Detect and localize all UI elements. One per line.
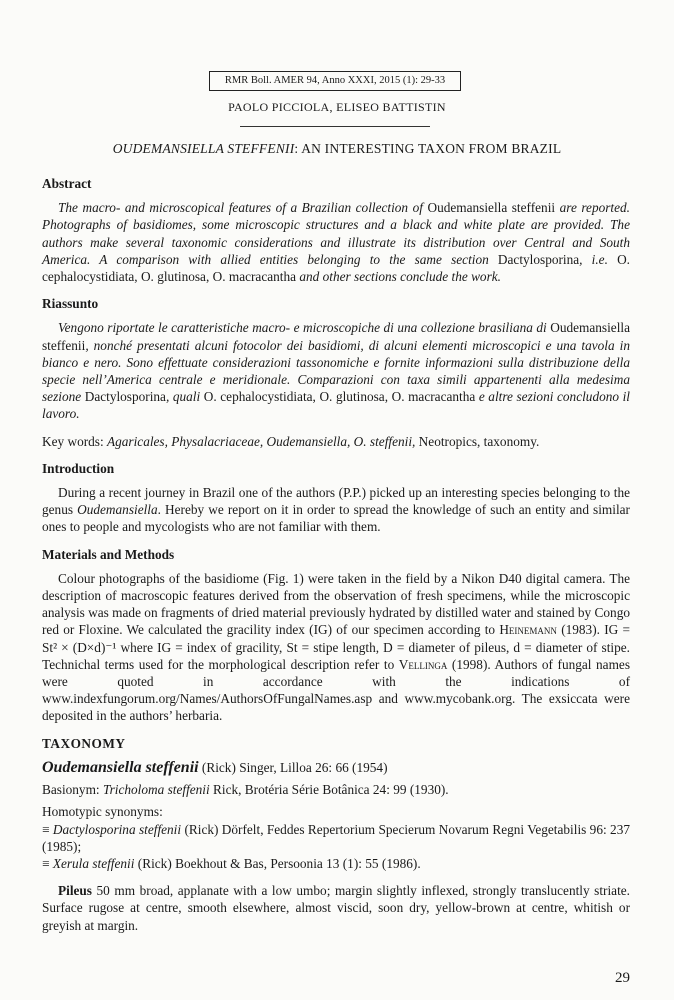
abstract-text: The macro- and microscopical features of a Brazilian collection of Oudemansiella steffenii are reported. Photographs of basidiomes, some microscopic structures and a black and white plate are provided. The authors make several taxonomic considerations and illustrate its distribution over Central and South America. A comparison with allied entities belonging to the same section Dactylosporina, i.e. O. cephalocystidiata, O. glutinosa, O. macracantha and other sections conclude the work. — [42, 200, 630, 285]
abstract-heading: Abstract — [42, 176, 92, 191]
species-line: Oudemansiella steffenii (Rick) Singer, Lilloa 26: 66 (1954) — [42, 758, 388, 776]
journal-citation: RMR Boll. AMER 94, Anno XXXI, 2015 (1): 29-33 — [209, 71, 461, 91]
homotypic-label: Homotypic synonyms: — [42, 804, 163, 820]
pileus-description: Pileus 50 mm broad, applanate with a low umbo; margin slightly inflexed, strongly translucently striate. Surface rugose at centre, smooth elsewhere, almost viscid, soon dry, yellow-brown at centre, whitish or greyish at margin. — [42, 883, 630, 933]
paper-title — [0, 141, 674, 157]
page-number: 29 — [615, 970, 630, 986]
methods-heading: Materials and Methods — [42, 546, 175, 562]
riassunto-heading: Riassunto — [42, 296, 99, 312]
introduction-heading: Introduction — [42, 460, 115, 476]
title-species: OUDEMANSIELLA STEFFENII — [112, 141, 295, 156]
riassunto-text: Vengono riportate le caratteristiche macro- e microscopiche di una collezione brasiliana di Oudemansiella steffenii, nonché presentati alcuni fotocolor dei basidiomi, di alcuni elementi microscopici e una tavola in bianco e nero. Sono effettuate considerazioni tassonomiche e fornite informazioni sulla distribuzione della specie nell’America centrale e meridionale. Comparazioni con taxa simili appartenenti alla medesima sezione Dactylosporina, quali O. cephalocystidiata, O. glutinosa, O. macracantha e altre sezioni concludono il lavoro. — [42, 320, 630, 422]
methods-text: Colour photographs of the basidiome (Fig. 1) were taken in the field by a Nikon D40 digital camera. The description of macroscopic features derived from the observation of fresh specimens, while the microscopic analysis was made on fragments of dried material previously hydrated by distilled water and stained by Congo red or Floxine. We calculated the gracility index (IG) of our specimen according to Heinemann (1983). IG = St² × (D×d)⁻¹ where IG = index of gracility, St = stipe length, D = diameter of pileus, d = diameter of stipe. Technichal terms used for the morphological description refer to Vellinga (1998). Authors of fungal names were quoted in accordance with the indications of www.indexfungorum.org/Names/AuthorsOfFungalNames.asp and www.mycobank.org. The exsiccata were deposited in the authors’ herbaria. — [42, 570, 631, 724]
title-rule — [240, 126, 430, 127]
title-rest: : AN INTERESTING TAXON FROM BRAZIL — [294, 141, 562, 156]
body — [42, 175, 630, 934]
synonym-1: ≡ Dactylosporina steffenii (Rick) Dörfelt, Feddes Repertorium Specierum Novarum Regni Vegetabilis 96: 237 (1985); — [42, 821, 630, 854]
keywords: Key words: Agaricales, Physalacriaceae, Oudemansiella, O. steffenii, Neotropics, taxonomy. — [42, 433, 540, 449]
basionym: Basionym: Tricholoma steffenii Rick, Brotéria Série Botânica 24: 99 (1930). — [42, 782, 449, 798]
authors: PAOLO PICCIOLA, ELISEO BATTISTIN — [228, 100, 446, 114]
taxonomy-heading: TAXONOMY — [42, 735, 126, 751]
synonym-2: ≡ Xerula steffenii (Rick) Boekhout & Bas, Persoonia 13 (1): 55 (1986). — [42, 855, 421, 871]
introduction-text: During a recent journey in Brazil one of the authors (P.P.) picked up an interesting species belonging to the genus Oudemansiella. Hereby we report on it in order to spread the knowledge of such an entity and similar ones to people and mycologists who are not familiar with them. — [42, 485, 630, 535]
